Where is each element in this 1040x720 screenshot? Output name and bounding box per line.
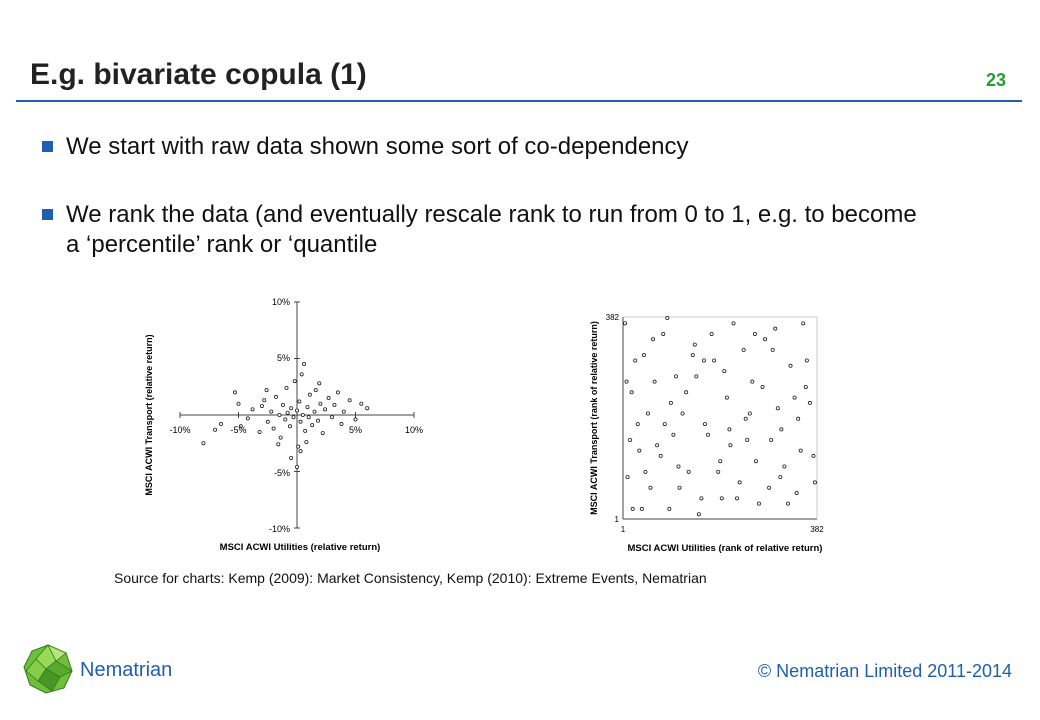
scatter-point [293,380,296,383]
scatter-point [202,442,205,445]
scatter-point [735,497,738,500]
scatter-point [685,391,688,394]
scatter-point [295,409,298,412]
slide-title: E.g. bivariate copula (1) [30,58,367,91]
scatter-point [725,396,728,399]
data-points [623,316,816,515]
scatter-point [316,419,319,422]
scatter-point [693,343,696,346]
scatter-point [299,420,302,423]
scatter-point [774,327,777,330]
scatter-point [354,418,357,421]
scatter-point [771,348,774,351]
scatter-point [313,410,316,413]
scatter-point [270,410,273,413]
scatter-point [342,410,345,413]
scatter-point [651,338,654,341]
scatter-point [634,359,637,362]
scatter-point [279,436,282,439]
x-tick-label: 1 [620,525,626,534]
slide-number: 23 [985,70,1006,90]
scatter-point [314,389,317,392]
scatter-point [233,391,236,394]
scatter-point [720,497,723,500]
scatter-point [669,401,672,404]
y-tick-label: 10% [271,297,290,307]
scatter-point [307,416,310,419]
scatter-point [663,422,666,425]
scatter-point [717,470,720,473]
scatter-point [348,399,351,402]
scatter-point [311,424,314,427]
scatter-point [237,402,240,405]
scatter-point [331,416,334,419]
scatter-point [710,332,713,335]
scatter-point [656,444,659,447]
scatter-point [333,403,336,406]
y-axis-title: MSCI ACWI Transport (relative return) [144,334,154,496]
scatter-point [360,402,363,405]
bullet-text: We rank the data (and eventually rescale rank to run from 0 to 1, e.g. to become a ‘percentile’ rank or ‘quantile [66,201,917,258]
y-tick-label: 5% [276,353,290,363]
scatter-point [804,385,807,388]
scatter-point [301,413,304,416]
scatter-point [672,433,675,436]
scatter-point [644,470,647,473]
scatter-point [770,438,773,441]
scatter-point [754,460,757,463]
scatter-point [295,465,298,468]
scatter-chart-relative-return [140,290,430,560]
scatter-point [780,428,783,431]
scatter-point [742,348,745,351]
nematrian-logo-icon [22,643,74,695]
scatter-point [290,456,293,459]
scatter-point [302,363,305,366]
x-axis-title: MSCI ACWI Utilities (relative return) [219,542,381,553]
scatter-point [251,408,254,411]
scatter-point [290,407,293,410]
scatter-point [723,369,726,372]
source-note: Source for charts: Kemp (2009): Market Consistency, Kemp (2010): Extreme Events, Nematrian [114,570,707,586]
scatter-point [319,402,322,405]
scatter-point [281,403,284,406]
scatter-point [808,401,811,404]
scatter-point [323,408,326,411]
scatter-point [266,420,269,423]
scatter-point [638,449,641,452]
scatter-point [732,322,735,325]
scatter-point [812,454,815,457]
scatter-point [748,412,751,415]
scatter-point [321,431,324,434]
scatter-point [678,486,681,489]
scatter-point [700,497,703,500]
scatter-point [286,411,289,414]
scatter-point [786,502,789,505]
scatter-point [738,481,741,484]
scatter-point [799,449,802,452]
scatter-point [662,332,665,335]
scatter-point [636,422,639,425]
scatter-point [272,427,275,430]
scatter-point [336,391,339,394]
bullet-text: We start with raw data shown some sort of co-dependency [66,133,689,160]
y-tick-label: -5% [273,468,290,478]
footer-brand: Nematrian [80,659,173,681]
scatter-point [713,359,716,362]
scatter-point [757,502,760,505]
scatter-point [274,395,277,398]
scatter-point [653,380,656,383]
scatter-point [277,443,280,446]
scatter-point [366,407,369,410]
scatter-point [697,513,700,516]
scatter-point [626,476,629,479]
scatter-point [668,507,671,510]
scatter-point [779,476,782,479]
footer-copyright: © Nematrian Limited 2011-2014 [757,661,1012,681]
scatter-point [659,454,662,457]
scatter-point [674,375,677,378]
bullet-item [42,200,922,260]
scatter-point [623,322,626,325]
title-divider [16,100,1022,102]
bullet-square-icon [42,209,53,220]
scatter-point [763,338,766,341]
scatter-point [285,386,288,389]
scatter-point [265,389,268,392]
scatter-point [802,322,805,325]
x-tick-label: -5% [230,425,247,435]
y-tick-label: 1 [614,515,619,524]
scatter-point [695,375,698,378]
scatter-point [793,396,796,399]
scatter-point [691,354,694,357]
scatter-point [631,507,634,510]
data-points [202,363,369,469]
bullet-square-icon [42,141,53,152]
scatter-point [642,354,645,357]
scatter-point [687,470,690,473]
scatter-point [246,417,249,420]
scatter-point [260,404,263,407]
scatter-point [625,380,628,383]
scatter-point [298,400,301,403]
scatter-point [640,507,643,510]
scatter-point [214,428,217,431]
scatter-point [318,382,321,385]
y-tick-label: -10% [268,524,290,534]
scatter-point [789,364,792,367]
scatter-point [677,465,680,468]
scatter-chart-rank [585,305,835,560]
scatter-point [649,486,652,489]
scatter-point [768,486,771,489]
scatter-point [304,429,307,432]
x-tick-label: 5% [348,425,363,435]
scatter-point [813,481,816,484]
scatter-point [278,413,281,416]
scatter-point [797,417,800,420]
scatter-point [263,399,266,402]
bullet-item [42,132,922,162]
scatter-point [646,412,649,415]
scatter-point [681,412,684,415]
scatter-point [728,428,731,431]
x-tick-label: 382 [810,525,824,534]
scatter-point [292,416,295,419]
scatter-point [219,422,222,425]
scatter-point [703,422,706,425]
scatter-point [306,405,309,408]
scatter-point [746,438,749,441]
x-tick-label: -10% [169,425,191,435]
scatter-point [783,465,786,468]
scatter-point [719,460,722,463]
x-tick-label: 10% [404,425,424,435]
scatter-point [761,385,764,388]
scatter-point [753,332,756,335]
scatter-point [666,316,669,319]
scatter-point [805,359,808,362]
x-axis-title: MSCI ACWI Utilities (rank of relative return) [627,543,823,554]
scatter-point [706,433,709,436]
scatter-point [751,380,754,383]
scatter-point [702,359,705,362]
scatter-point [776,407,779,410]
scatter-point [630,391,633,394]
scatter-point [288,425,291,428]
scatter-point [299,450,302,453]
scatter-point [629,438,632,441]
scatter-point [308,393,311,396]
scatter-point [327,396,330,399]
scatter-point [744,417,747,420]
scatter-point [340,422,343,425]
scatter-point [795,491,798,494]
y-axis-title: MSCI ACWI Transport (rank of relative return) [589,321,599,515]
scatter-point [258,430,261,433]
y-tick-label: 382 [605,313,619,322]
scatter-point [305,441,308,444]
scatter-point [284,418,287,421]
scatter-point [297,445,300,448]
scatter-point [300,373,303,376]
scatter-point [729,444,732,447]
